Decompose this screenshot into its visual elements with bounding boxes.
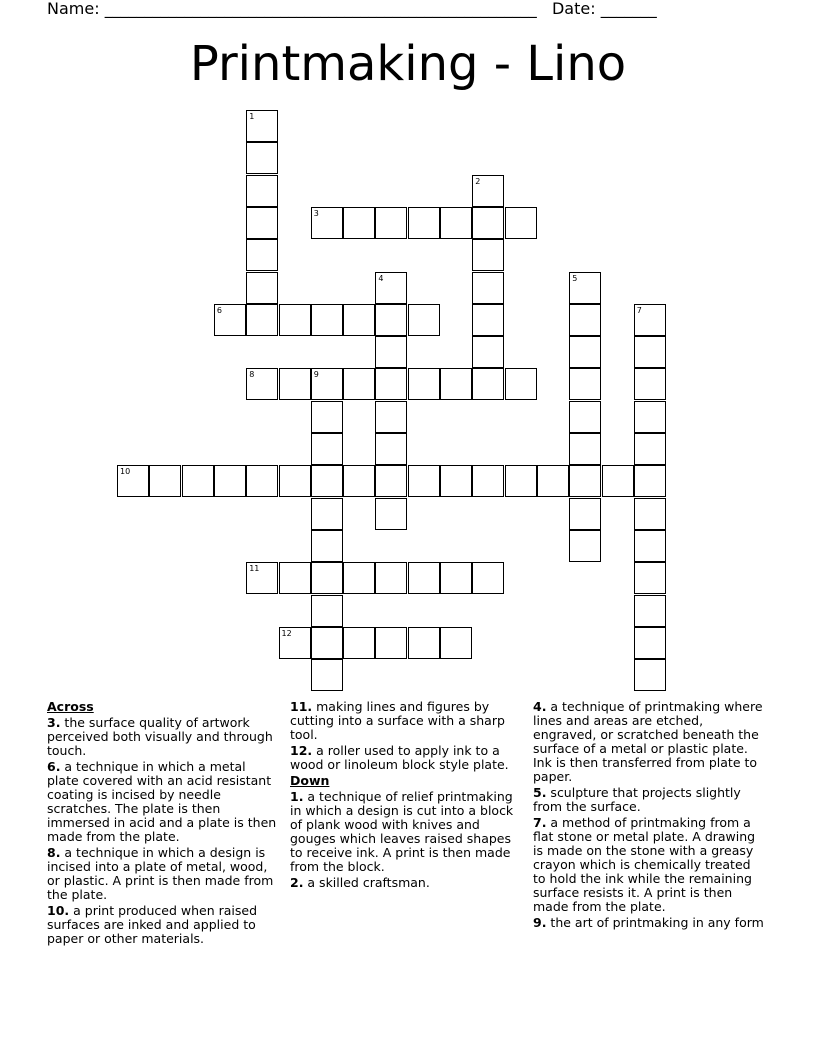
crossword-cell[interactable] [246, 562, 278, 594]
crossword-cell[interactable] [634, 304, 666, 336]
crossword-cell[interactable] [472, 175, 504, 207]
crossword-cell[interactable] [569, 336, 601, 368]
crossword-cell[interactable] [408, 465, 440, 497]
crossword-cell[interactable] [408, 627, 440, 659]
name-line[interactable]: ______________________________________________________ [104, 0, 537, 18]
crossword-cell[interactable] [343, 304, 375, 336]
crossword-cell[interactable] [311, 627, 343, 659]
clue-number: 4 [378, 273, 384, 283]
page-title: Printmaking - Lino [189, 36, 627, 92]
crossword-cell[interactable] [569, 465, 601, 497]
crossword-cell[interactable] [311, 562, 343, 594]
crossword-cell[interactable] [569, 368, 601, 400]
name-label: Name: [47, 0, 100, 18]
clue-item [533, 916, 767, 930]
crossword-cell[interactable] [311, 433, 343, 465]
crossword-cell[interactable] [311, 368, 343, 400]
crossword-cell[interactable] [311, 530, 343, 562]
crossword-cell[interactable] [472, 239, 504, 271]
crossword-cell[interactable] [440, 207, 472, 239]
clue-number: 10 [120, 467, 131, 477]
crossword-cell[interactable] [375, 498, 407, 530]
clue-item-number: 6. [47, 759, 61, 774]
clue-number: 7 [636, 305, 642, 315]
crossword-cell[interactable] [375, 627, 407, 659]
crossword-cell[interactable] [214, 304, 246, 336]
crossword-cell[interactable] [246, 110, 278, 142]
crossword-cell[interactable] [311, 304, 343, 336]
clue-item-text: sculpture that projects slightly from the surface. [533, 785, 741, 814]
crossword-cell[interactable] [311, 465, 343, 497]
clue-column-2 [290, 700, 524, 892]
clue-number: 11 [249, 564, 260, 574]
crossword-cell[interactable] [246, 304, 278, 336]
clue-item [47, 760, 281, 844]
clue-item-number: 8. [47, 845, 61, 860]
crossword-cell[interactable] [440, 562, 472, 594]
crossword-cell[interactable] [408, 562, 440, 594]
clue-item [47, 846, 281, 902]
crossword-cell[interactable] [634, 659, 666, 691]
crossword-cell[interactable] [279, 368, 311, 400]
crossword-cell[interactable] [408, 207, 440, 239]
crossword-cell[interactable] [472, 562, 504, 594]
crossword-cell[interactable] [634, 368, 666, 400]
clue-number: 3 [313, 208, 319, 218]
clue-item [290, 876, 524, 890]
clue-item-number: 2. [290, 875, 304, 890]
crossword-cell[interactable] [472, 304, 504, 336]
crossword-cell[interactable] [279, 627, 311, 659]
crossword-cell[interactable] [634, 562, 666, 594]
clue-item-text: a roller used to apply ink to a wood or linoleum block style plate. [290, 743, 509, 772]
clue-item [290, 744, 524, 772]
crossword-cell[interactable] [634, 336, 666, 368]
crossword-cell[interactable] [569, 272, 601, 304]
date-line[interactable]: _______ [600, 0, 657, 18]
crossword-cell[interactable] [375, 207, 407, 239]
crossword-cell[interactable] [408, 368, 440, 400]
crossword-cell[interactable] [279, 304, 311, 336]
crossword-cell[interactable] [472, 207, 504, 239]
crossword-cell[interactable] [279, 562, 311, 594]
clue-item-text: a print produced when raised surfaces are inked and applied to paper or other materials. [47, 903, 258, 946]
crossword-cell[interactable] [505, 368, 537, 400]
crossword-cell[interactable] [343, 627, 375, 659]
clue-item [290, 700, 524, 742]
crossword-cell[interactable] [440, 368, 472, 400]
clue-item [533, 816, 767, 914]
clue-item-number: 7. [533, 815, 547, 830]
crossword-cell[interactable] [537, 465, 569, 497]
crossword-cell[interactable] [375, 562, 407, 594]
clue-section-heading: Across [47, 699, 94, 714]
clue-item [47, 904, 281, 946]
crossword-cell[interactable] [117, 465, 149, 497]
crossword-cell[interactable] [634, 627, 666, 659]
crossword-cell[interactable] [246, 272, 278, 304]
crossword-cell[interactable] [472, 336, 504, 368]
crossword-cell[interactable] [311, 595, 343, 627]
clue-number: 8 [249, 370, 255, 380]
crossword-cell[interactable] [149, 465, 181, 497]
crossword-cell[interactable] [343, 562, 375, 594]
crossword-cell[interactable] [246, 175, 278, 207]
crossword-cell[interactable] [311, 498, 343, 530]
crossword-cell[interactable] [375, 304, 407, 336]
clue-item-number: 3. [47, 715, 61, 730]
clue-number: 6 [216, 305, 222, 315]
clue-number: 12 [281, 628, 292, 638]
date-label: Date: [551, 0, 596, 18]
clue-item-text: a technique of printmaking where lines and areas are etched, engraved, or scratched beneath the surface of a metal or plastic plate. Ink is then transferred from plate to paper. [533, 699, 763, 784]
crossword-cell[interactable] [311, 401, 343, 433]
clue-number: 1 [249, 112, 255, 121]
clue-item [290, 790, 524, 874]
crossword-cell[interactable] [634, 498, 666, 530]
crossword-cell[interactable] [375, 433, 407, 465]
clue-item-text: a skilled craftsman. [303, 875, 430, 890]
clue-item [533, 786, 767, 814]
crossword-cell[interactable] [440, 627, 472, 659]
crossword-cell[interactable] [343, 207, 375, 239]
clue-item-text: the art of printmaking in any form [546, 915, 764, 930]
crossword-cell[interactable] [569, 401, 601, 433]
clue-column-1 [47, 700, 281, 948]
clue-number: 9 [313, 370, 319, 380]
crossword-cell[interactable] [375, 368, 407, 400]
clue-section-heading: Down [290, 773, 330, 788]
crossword-cell[interactable] [602, 465, 634, 497]
crossword-cell[interactable] [569, 498, 601, 530]
crossword-cell[interactable] [375, 272, 407, 304]
clue-item-text: the surface quality of artwork perceived both visually and through touch. [47, 715, 273, 758]
crossword-cell[interactable] [343, 465, 375, 497]
clue-item-number: 10. [47, 903, 70, 918]
clue-item [47, 716, 281, 758]
crossword-cell[interactable] [343, 368, 375, 400]
crossword-cell[interactable] [246, 465, 278, 497]
crossword-cell[interactable] [375, 401, 407, 433]
crossword-cell[interactable] [408, 304, 440, 336]
crossword-cell[interactable] [472, 465, 504, 497]
crossword-cell[interactable] [182, 465, 214, 497]
clue-number: 5 [572, 273, 578, 283]
crossword-cell[interactable] [472, 368, 504, 400]
crossword-cell[interactable] [634, 433, 666, 465]
clue-item-number: 11. [290, 699, 313, 714]
crossword-cell[interactable] [634, 401, 666, 433]
crossword-cell[interactable] [569, 304, 601, 336]
crossword-cell[interactable] [279, 465, 311, 497]
clue-number: 2 [475, 176, 481, 186]
clue-item-number: 12. [290, 743, 313, 758]
crossword-cell[interactable] [569, 530, 601, 562]
crossword-cell[interactable] [569, 433, 601, 465]
clue-item-number: 4. [533, 699, 547, 714]
clue-item-text: a method of printmaking from a flat stone or metal plate. A drawing is made on the stone with a greasy crayon which is chemically treated to hold the ink while the remaining surface resists it. A print is then made from the plate. [533, 815, 756, 914]
crossword-cell[interactable] [246, 142, 278, 174]
crossword-cell[interactable] [634, 595, 666, 627]
crossword-cell[interactable] [311, 207, 343, 239]
crossword-cell[interactable] [311, 659, 343, 691]
clue-column-3 [533, 700, 767, 932]
crossword-cell[interactable] [472, 272, 504, 304]
crossword-cell[interactable] [375, 336, 407, 368]
clue-item-text: making lines and figures by cutting into a surface with a sharp tool. [290, 699, 505, 742]
crossword-cell[interactable] [246, 368, 278, 400]
crossword-cell[interactable] [634, 465, 666, 497]
crossword-cell[interactable] [214, 465, 246, 497]
clue-item-number: 5. [533, 785, 547, 800]
crossword-cell[interactable] [440, 465, 472, 497]
clue-item [533, 700, 767, 784]
crossword-cell[interactable] [505, 465, 537, 497]
clue-item-text: a technique in which a metal plate covered with an acid resistant coating is incised by needle scratches. The plate is then immersed in acid and a plate is then made from the plate. [47, 759, 277, 844]
crossword-cell[interactable] [634, 530, 666, 562]
crossword-cell[interactable] [246, 207, 278, 239]
crossword-cell[interactable] [505, 207, 537, 239]
crossword-cell[interactable] [375, 465, 407, 497]
clue-item-text: a technique of relief printmaking in which a design is cut into a block of plank wood with knives and gouges which leaves raised shapes to receive ink. A print is then made from the block. [290, 789, 514, 874]
crossword-cell[interactable] [246, 239, 278, 271]
clue-item-number: 9. [533, 915, 547, 930]
clue-item-number: 1. [290, 789, 304, 804]
clue-item-text: a technique in which a design is incised into a plate of metal, wood, or plastic. A print is then made from the plate. [47, 845, 274, 902]
